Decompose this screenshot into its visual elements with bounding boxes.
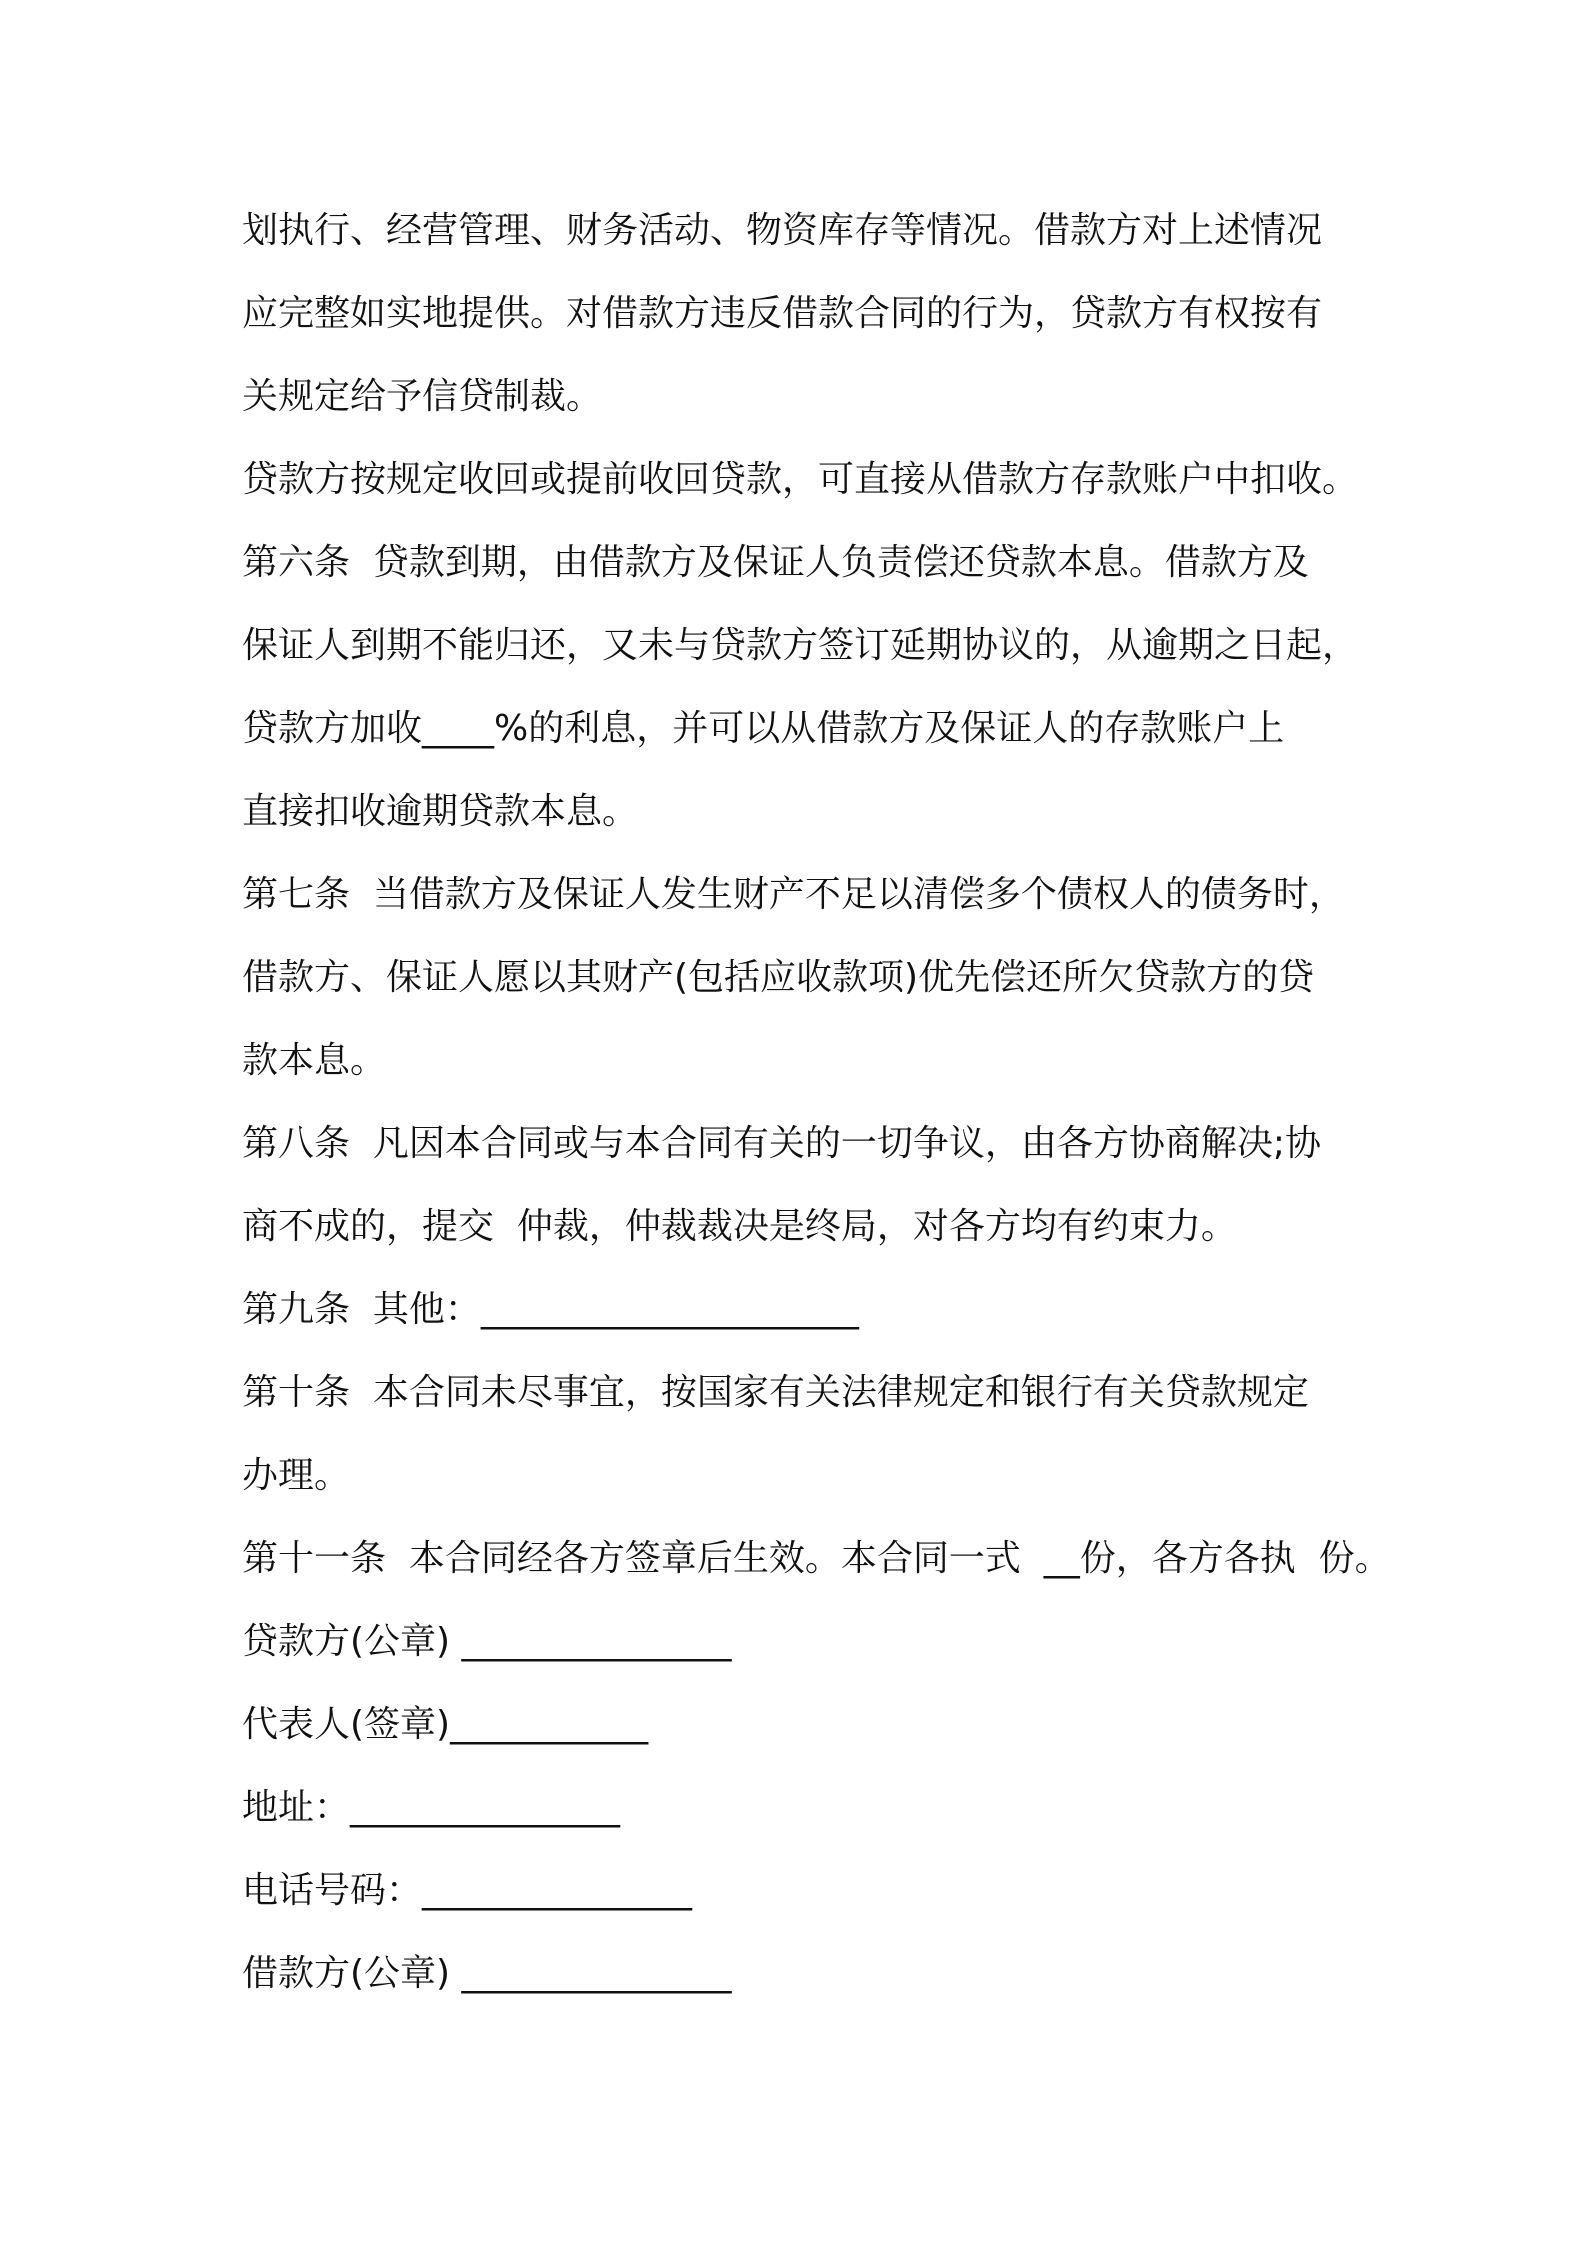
article-11-line: 第十一条 本合同经各方签章后生效。本合同一式 __份，各方各执 份。: [242, 1538, 1391, 1579]
article-8-line: 第八条 凡因本合同或与本合同有关的一切争议，由各方协商解决;协: [242, 1123, 1322, 1164]
representative-signature-line: 代表人(签章)___________: [242, 1704, 649, 1745]
text-line: 直接扣收逾期贷款本息。: [242, 791, 639, 832]
text-line: 借款方、保证人愿以其财产(包括应收款项)优先偿还所欠贷款方的贷: [242, 957, 1315, 998]
borrower-seal-line: 借款方(公章) _______________: [242, 1953, 732, 1994]
text-line: 关规定给予信贷制裁。: [242, 376, 603, 417]
text-line: 贷款方按规定收回或提前收回贷款，可直接从借款方存款账户中扣收。: [242, 459, 1359, 500]
article-7-line: 第七条 当借款方及保证人发生财产不足以清偿多个债权人的债务时，: [242, 874, 1345, 915]
article-6-line: 第六条 贷款到期，由借款方及保证人负责偿还贷款本息。借款方及: [242, 542, 1309, 583]
article-9-line: 第九条 其他：_____________________: [242, 1289, 859, 1330]
lender-seal-line: 贷款方(公章) _______________: [242, 1621, 732, 1662]
text-line: 应完整如实地提供。对借款方违反借款合同的行为，贷款方有权按有: [242, 293, 1323, 334]
text-line: 贷款方加收____%的利息，并可以从借款方及保证人的存款账户上: [242, 708, 1285, 749]
text-line: 保证人到期不能归还，又未与贷款方签订延期协议的，从逾期之日起，: [242, 625, 1359, 666]
text-line: 款本息。: [242, 1040, 387, 1081]
text-line: 办理。: [242, 1455, 351, 1496]
text-line: 划执行、经营管理、财务活动、物资库存等情况。借款方对上述情况: [242, 210, 1323, 251]
text-line: 商不成的，提交 仲裁，仲裁裁决是终局，对各方均有约束力。: [242, 1206, 1237, 1247]
address-line: 地址：_______________: [242, 1787, 621, 1828]
article-10-line: 第十条 本合同未尽事宜，按国家有关法律规定和银行有关贷款规定: [242, 1372, 1309, 1413]
phone-number-line: 电话号码：_______________: [242, 1870, 693, 1911]
